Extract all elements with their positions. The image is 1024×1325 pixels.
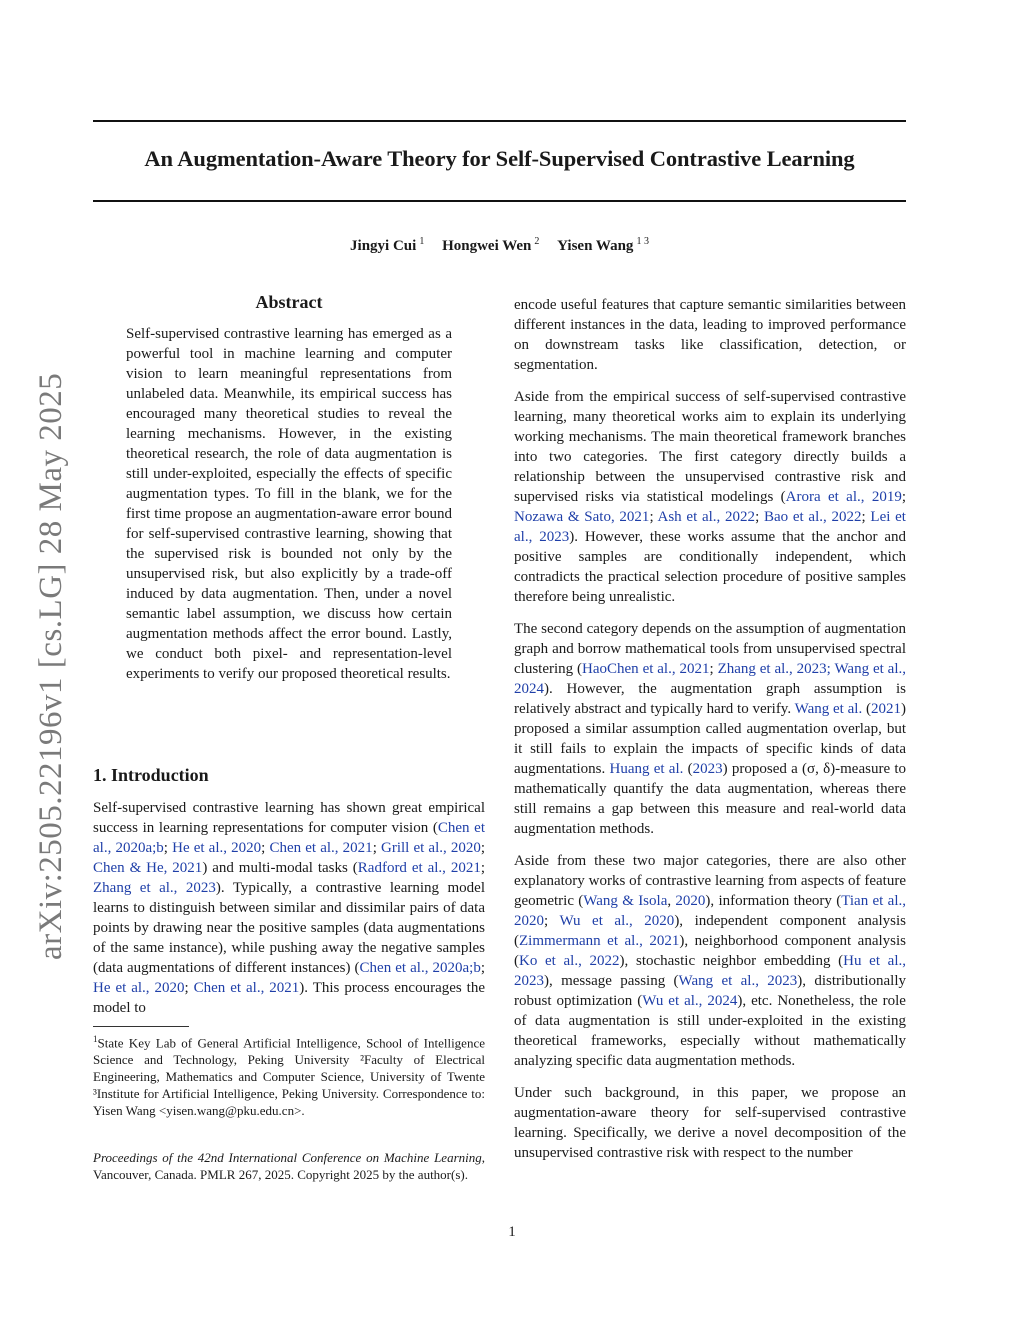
text-run: ,: [667, 893, 676, 909]
text-run: The second category depends on the assumption of augmentation graph and borrow mathematical tools from unsupervised spectral clustering (: [514, 621, 906, 677]
text-run: ), etc. Nonetheless, the role of data augmentation is still under-exploited in the existing theoretical frameworks, especially without mathematically analyzing specific data augmentation methods.: [514, 993, 906, 1069]
citation-link[interactable]: Chen et al., 2021: [269, 840, 373, 856]
citation-link[interactable]: Chen & He, 2021: [93, 860, 203, 876]
paragraph-rich: [93, 798, 485, 1018]
citation-link[interactable]: HaoChen et al., 2021: [582, 661, 710, 677]
citation-link[interactable]: Chen et al., 2021: [193, 980, 300, 996]
text-run: ), distributionally robust optimization (: [514, 973, 906, 1009]
text-run: ;: [184, 980, 194, 996]
citation-link[interactable]: 2020: [675, 893, 706, 909]
text-run: ;: [480, 860, 485, 876]
author-3: Yisen Wang $^{1 3}$: [557, 236, 649, 254]
author-2: Hongwei Wen $^2$: [442, 236, 540, 254]
text-run: ), stochastic neighbor embedding (: [619, 953, 844, 969]
text-run: ), neighborhood component analysis (: [514, 933, 906, 969]
text-run: Self-supervised contrastive learning has shown great empirical success in learning representations for computer vision (: [93, 800, 485, 836]
citation-link[interactable]: He et al., 2020: [93, 980, 185, 996]
citation-link[interactable]: Wu et al., 2020: [559, 913, 675, 929]
intro-paragraph-1: [93, 798, 485, 1018]
text-run: ;: [544, 913, 560, 929]
citation-link[interactable]: Grill et al., 2020: [381, 840, 481, 856]
arxiv-sidebar-stamp: arXiv:2505.22196v1 [cs.LG] 28 May 2025: [33, 372, 69, 960]
citation-link[interactable]: Wang et al.: [794, 701, 863, 717]
citation-link[interactable]: Wang & Isola: [583, 893, 668, 909]
citation-link[interactable]: Zhang et al., 2023: [93, 880, 216, 896]
text-run: ), information theory (: [705, 893, 842, 909]
proceedings-note: Proceedings of the 42nd International Conference on Machine Learning, Vancouver, Canada. PMLR 267, 2025. Copyright 2025 by the author(s).: [93, 1150, 485, 1182]
author-list: [93, 236, 906, 255]
author-1: Jingyi Cui $^1$: [350, 236, 425, 254]
page-number: 1: [508, 1224, 516, 1240]
citation-link[interactable]: Arora et al., 2019: [785, 489, 902, 505]
text-run: ) and multi-modal tasks (: [202, 860, 358, 876]
text-run: ). However, the augmentation graph assumption is relatively abstract and typically hard to verify.: [514, 681, 906, 717]
citation-link[interactable]: Bao et al., 2022: [763, 509, 862, 525]
text-run: ;: [480, 960, 486, 976]
citation-link[interactable]: Zhang et al., 2023; Wang et al., 2024: [514, 661, 906, 697]
abstract-heading: Abstract: [255, 292, 323, 312]
citation-link[interactable]: Wang et al., 2023: [678, 973, 798, 989]
citation-link[interactable]: Chen et al., 2020a;b: [93, 820, 485, 856]
citation-link[interactable]: Hu et al., 2023: [514, 953, 907, 989]
text-run: Aside from the empirical success of self-supervised contrastive learning, many theoretical works aim to explain its underlying working mechanisms. The main theoretical framework branches into two categories. The first category directly builds a relationship between the unsupervised contrastive risk and supervised risks via statistical modelings (: [514, 389, 906, 505]
citation-link[interactable]: Nozawa & Sato, 2021: [514, 509, 650, 525]
text-run: ), message passing (: [544, 973, 679, 989]
text-run: ;: [480, 840, 486, 856]
text-run: ) proposed a (σ, δ)-measure to mathematically quantify the data augmentation, whereas there still remains a gap between this measure and real-world data augmentation methods.: [514, 761, 907, 837]
text-run: ). This process encourages the model to: [93, 980, 486, 1016]
text-run: ;: [861, 509, 871, 525]
text-run: ;: [649, 509, 658, 525]
right-column: [514, 295, 906, 1163]
intro-paragraph-4: [514, 851, 906, 1071]
citation-link[interactable]: Ko et al., 2022: [519, 953, 620, 969]
citation-link[interactable]: Zimmermann et al., 2021: [519, 933, 680, 949]
text-run: ) proposed a similar assumption called augmentation overlap, but it still fails to explain the impacts of specific kinds of data augmentations.: [514, 701, 907, 777]
text-run: ). Typically, a contrastive learning model learns to distinguish between similar and dissimilar pairs of data points by drawing near the positive samples (data augmentations of the same instance), while pushing away the negative samples (data augmentations of different instances) (: [93, 880, 485, 976]
text-run: ), independent component analysis (: [514, 913, 906, 949]
title-rule-top: [93, 120, 906, 122]
section-heading-introduction: 1. Introduction: [93, 765, 209, 785]
citation-link[interactable]: Ash et al., 2022: [657, 509, 756, 525]
abstract-text: Self-supervised contrastive learning has emerged as a powerful tool in machine learning and computer vision to learn meaningful representations from unlabeled data. Meanwhile, its empirical success has encouraged many theoretical studies to reveal the learning mechanisms. However, in the existing theoretical research, the role of data augmentation is still under-exploited, especially the effects of specific augmentation types. To fill in the blank, we for the first time propose an augmentation-aware error bound for self-supervised contrastive learning, showing that the supervised risk is bounded not only by the unsupervised risk, but also explicitly by a trade-off induced by data augmentation. Then, under a novel semantic label assumption, we discuss how certain augmentation methods affect the error bound. Lastly, we conduct both pixel- and representation-level experiments to verify our proposed theoretical results.: [126, 326, 452, 682]
citation-link[interactable]: 2021: [871, 701, 902, 717]
citation-link[interactable]: He et al., 2020: [172, 840, 262, 856]
title-rule-bottom: [93, 200, 906, 202]
paper-title: An Augmentation-Aware Theory for Self-Supervised Contrastive Learning: [144, 146, 855, 171]
citation-link[interactable]: Chen et al., 2020a;b: [359, 960, 481, 976]
intro-paragraph-2: [514, 387, 906, 607]
text-run: ;: [372, 840, 381, 856]
footnote-marker: 1: [93, 1034, 98, 1044]
text-run: ;: [163, 840, 173, 856]
citation-link[interactable]: 2023: [692, 761, 723, 777]
footnote-rule: [93, 1026, 189, 1027]
text-run: (: [862, 701, 872, 717]
text-run: ). However, these works assume that the anchor and positive samples are conditionally independent, which contradicts the practical selection procedure of positive samples therefore being unrealistic.: [514, 529, 906, 605]
citation-link[interactable]: Huang et al.: [609, 761, 684, 777]
text-run: Aside from these two major categories, there are also other explanatory works of contrastive learning from aspects of feature geometric (: [514, 853, 906, 909]
affiliation-footnote: $^1$State Key Lab of General Artificial Intelligence, School of Intelligence Science and Technology, Peking University ²Faculty of Electrical Engineering, Mathematics and Computer Science, University of Twente ³Institute for Artificial Intelligence, Peking University. Correspondence to: Yisen Wang <yisen.wang@pku.edu.cn>.: [93, 1034, 485, 1119]
text-run: ;: [709, 661, 718, 677]
intro-paragraph-1-continued: encode useful features that capture semantic similarities between different instances in the data, leading to improved performance on downstream tasks like classification, detection, or segmentation.: [514, 297, 906, 373]
citation-link[interactable]: Tian et al., 2020: [514, 893, 906, 929]
citation-link[interactable]: Lei et al., 2023: [514, 509, 906, 545]
text-run: ;: [755, 509, 764, 525]
text-run: (: [683, 761, 693, 777]
text-run: ;: [261, 840, 270, 856]
citation-link[interactable]: Radford et al., 2021: [357, 860, 481, 876]
intro-paragraph-5: Under such background, in this paper, we propose an augmentation-aware theory for self-supervised contrastive learning. Specifically, we derive a novel decomposition of the unsupervised contrastive risk with respect to the number: [514, 1085, 906, 1161]
text-run: ;: [901, 489, 906, 505]
citation-link[interactable]: Wu et al., 2024: [642, 993, 738, 1009]
intro-paragraph-3: [514, 619, 906, 839]
